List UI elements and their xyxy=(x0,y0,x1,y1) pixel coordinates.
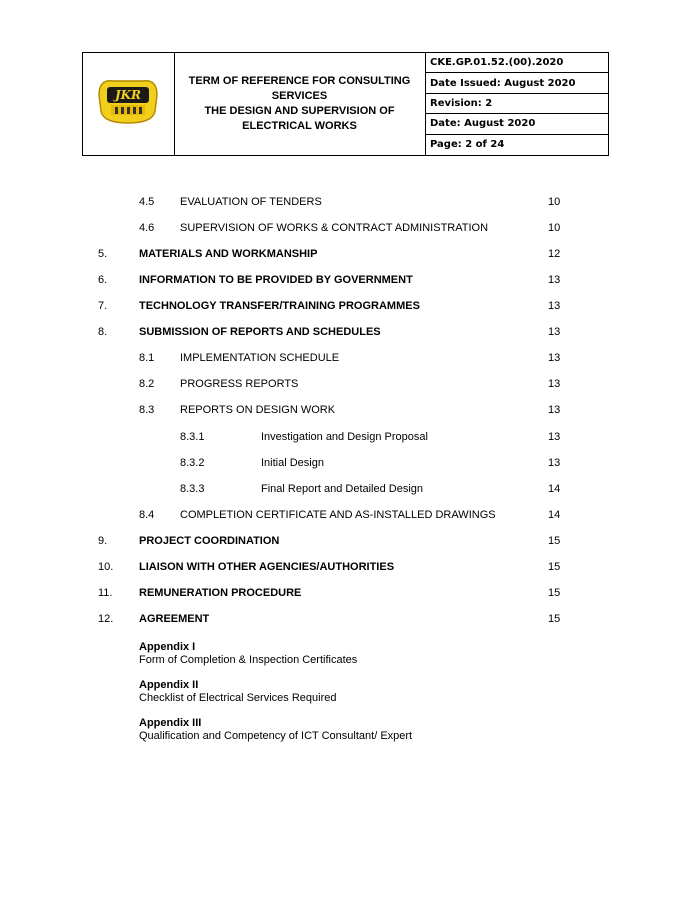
toc-num: 8.3 xyxy=(139,404,155,416)
appendix-heading: Appendix I xyxy=(139,641,196,653)
toc-num: 8.3.1 xyxy=(180,431,205,443)
toc-num: 8.1 xyxy=(139,352,155,364)
toc-page: 13 xyxy=(548,326,561,338)
toc-page: 10 xyxy=(548,196,561,208)
toc-page: 12 xyxy=(548,248,561,260)
toc-num: 7. xyxy=(98,300,108,312)
toc-page: 15 xyxy=(548,535,561,547)
title-line-3: THE DESIGN AND SUPERVISION OF xyxy=(204,105,395,117)
toc-title: Initial Design xyxy=(261,457,324,469)
toc-page: 13 xyxy=(548,300,561,312)
toc-num: 4.6 xyxy=(139,222,155,234)
toc-page: 10 xyxy=(548,222,561,234)
toc-num: 8.4 xyxy=(139,509,155,521)
toc-num: 8. xyxy=(98,326,108,338)
appendix-text: Form of Completion & Inspection Certificates xyxy=(139,654,358,666)
toc-num: 6. xyxy=(98,274,108,286)
toc-title: INFORMATION TO BE PROVIDED BY GOVERNMENT xyxy=(139,274,413,286)
toc-title: PROGRESS REPORTS xyxy=(180,378,299,390)
toc-title: REMUNERATION PROCEDURE xyxy=(139,587,302,599)
doc-code: CKE.GP.01.52.(00).2020 xyxy=(426,53,608,73)
appendix-text: Checklist of Electrical Services Required xyxy=(139,692,337,704)
toc-page: 14 xyxy=(548,509,561,521)
revision: Revision: 2 xyxy=(426,94,608,114)
date: Date: August 2020 xyxy=(426,114,608,134)
toc-num: 5. xyxy=(98,248,108,260)
title-line-2: SERVICES xyxy=(271,90,328,102)
toc-page: 13 xyxy=(548,431,561,443)
toc-title: COMPLETION CERTIFICATE AND AS-INSTALLED DRAWINGS xyxy=(180,509,496,521)
toc-title: PROJECT COORDINATION xyxy=(139,535,280,547)
title-line-1: TERM OF REFERENCE FOR CONSULTING xyxy=(188,75,411,87)
toc-title: Final Report and Detailed Design xyxy=(261,483,424,495)
toc-page: 14 xyxy=(548,483,561,495)
toc-page: 13 xyxy=(548,404,561,416)
toc-num: 9. xyxy=(98,535,108,547)
toc-num: 11. xyxy=(98,587,113,599)
toc-page: 13 xyxy=(548,457,561,469)
toc-title: AGREEMENT xyxy=(139,613,210,625)
appendix-heading: Appendix III xyxy=(139,717,202,729)
appendix-block xyxy=(139,717,412,743)
date-issued: Date Issued: August 2020 xyxy=(426,73,608,93)
toc-title: IMPLEMENTATION SCHEDULE xyxy=(180,352,340,364)
appendix-block xyxy=(139,641,357,667)
toc-page: 13 xyxy=(548,352,561,364)
appendix-block xyxy=(139,679,336,705)
toc-num: 8.3.2 xyxy=(180,457,205,469)
toc-num: 8.3.3 xyxy=(180,483,205,495)
toc-page: 13 xyxy=(548,274,561,286)
toc-num: 8.2 xyxy=(139,378,155,390)
toc-title: MATERIALS AND WORKMANSHIP xyxy=(139,248,318,260)
toc-title: EVALUATION OF TENDERS xyxy=(180,196,322,208)
svg-text:JKR: JKR xyxy=(114,88,142,102)
toc-page: 13 xyxy=(548,378,561,390)
toc-num: 10. xyxy=(98,561,114,573)
toc-title: Investigation and Design Proposal xyxy=(261,431,428,443)
appendix-heading: Appendix II xyxy=(139,679,199,691)
title-line-4: ELECTRICAL WORKS xyxy=(242,120,357,132)
toc-title: SUBMISSION OF REPORTS AND SCHEDULES xyxy=(139,326,381,338)
toc-page: 15 xyxy=(548,613,561,625)
toc-num: 4.5 xyxy=(139,196,155,208)
toc-title: TECHNOLOGY TRANSFER/TRAINING PROGRAMMES xyxy=(139,300,420,312)
appendix-text: Qualification and Competency of ICT Consultant/ Expert xyxy=(139,730,413,742)
page-number: Page: 2 of 24 xyxy=(430,139,505,151)
toc-title: REPORTS ON DESIGN WORK xyxy=(180,404,336,416)
toc-num: 12. xyxy=(98,613,114,625)
toc-page: 15 xyxy=(548,587,561,599)
toc-page: 15 xyxy=(548,561,561,573)
toc-title: LIAISON WITH OTHER AGENCIES/AUTHORITIES xyxy=(139,561,395,573)
toc-title: SUPERVISION OF WORKS & CONTRACT ADMINISTRATION xyxy=(180,222,489,234)
